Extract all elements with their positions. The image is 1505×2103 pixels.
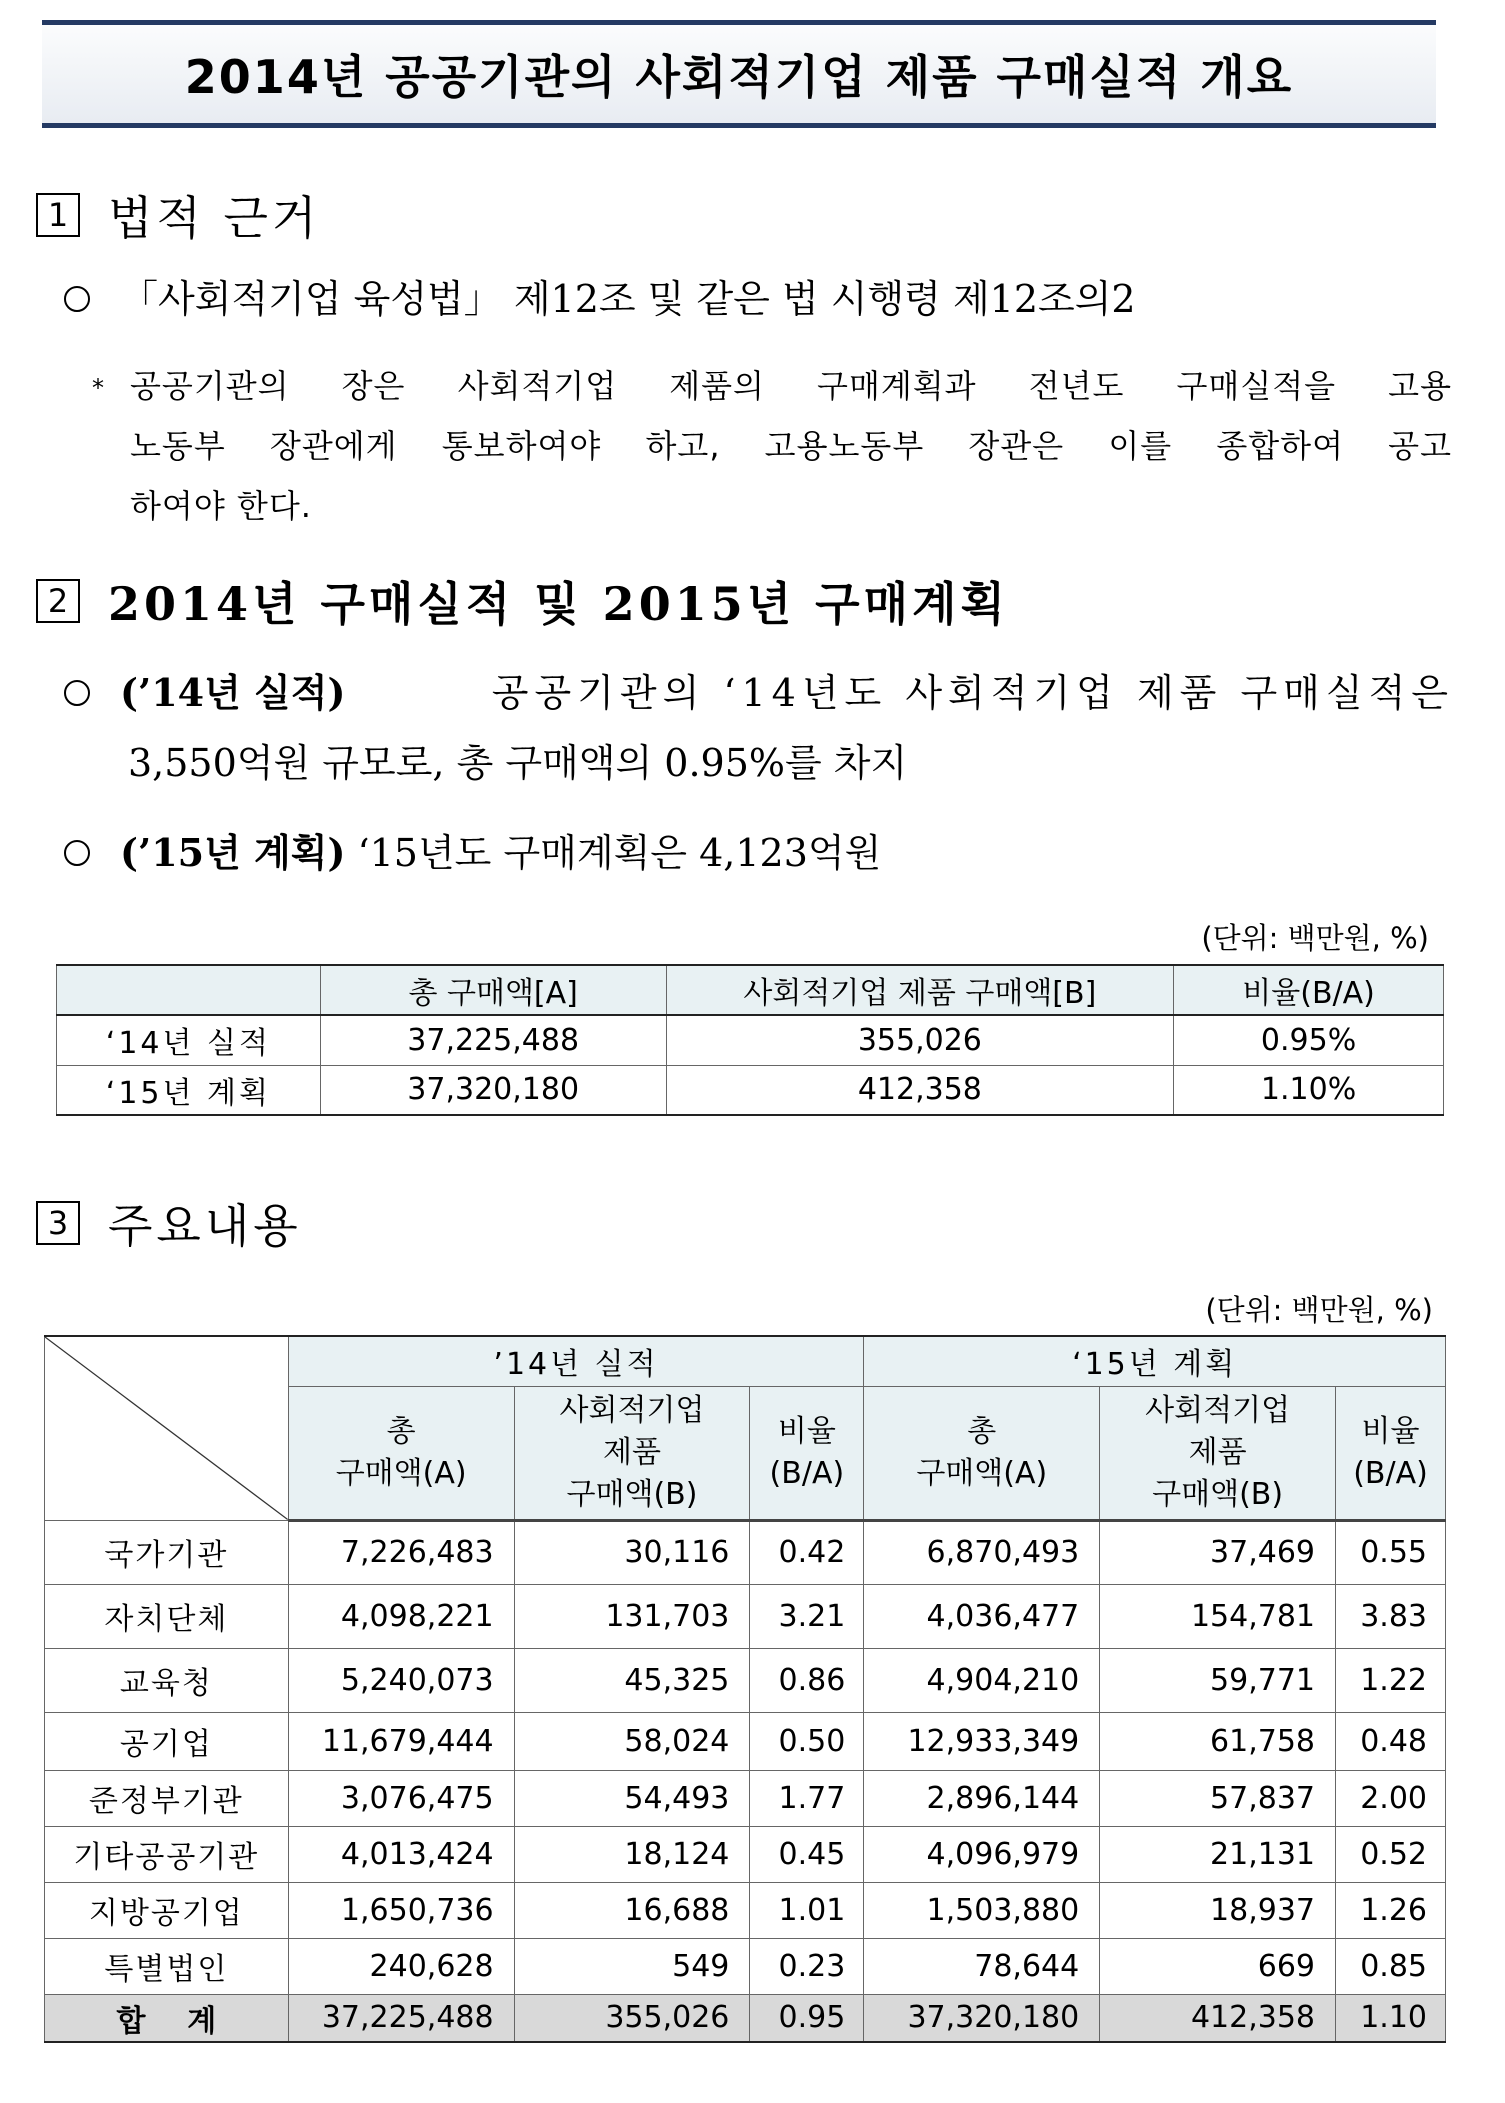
summary-header-social: 사회적기업 제품 구매액[B] <box>666 965 1174 1015</box>
plan-2015-text: ‘15년도 구매계획은 4,123억원 <box>357 831 882 875</box>
row-label: ‘14년 실적 <box>57 1015 321 1065</box>
section-2-bullet-1-cont: 3,550억원 규모로, 총 구매액의 0.95%를 차지 <box>128 741 908 785</box>
table-row <box>45 1584 1446 1648</box>
total-row <box>45 1994 1446 2042</box>
cell-social-2015: 61,758 <box>1100 1712 1336 1770</box>
section-1-number: 1 <box>36 193 80 237</box>
row-label: 기타공공기관 <box>45 1826 289 1882</box>
cell-social-2015: 669 <box>1100 1938 1336 1994</box>
section-1-heading <box>36 182 320 248</box>
header-total-2015: 총 구매액(A) <box>864 1386 1100 1520</box>
cell-social-2014: 131,703 <box>514 1584 750 1648</box>
cell-social-2015: 59,771 <box>1100 1648 1336 1712</box>
section-2-heading <box>36 568 1009 634</box>
total-cell-ratio-2015: 1.10 <box>1336 1994 1446 2042</box>
cell-ratio-2014: 1.01 <box>750 1882 864 1938</box>
cell-ratio-2014: 0.23 <box>750 1938 864 1994</box>
bullet-circle-icon <box>64 286 90 312</box>
cell-total-2015: 4,036,477 <box>864 1584 1100 1648</box>
row-label: 자치단체 <box>45 1584 289 1648</box>
table-row <box>57 1015 1444 1065</box>
legal-note <box>92 356 1452 536</box>
table-row <box>45 1648 1446 1712</box>
header-ratio-2014: 비율 (B/A) <box>750 1386 864 1520</box>
summary-header-blank <box>57 965 321 1015</box>
cell-social-2015: 18,937 <box>1100 1882 1336 1938</box>
table-2-unit: (단위: 백만원, %) <box>1205 1293 1433 1327</box>
table-row <box>45 1520 1446 1584</box>
row-label: ‘15년 계획 <box>57 1065 321 1115</box>
total-cell-total-2014: 37,225,488 <box>288 1994 514 2042</box>
cell-total-2015: 4,904,210 <box>864 1648 1100 1712</box>
cell-total-2015: 78,644 <box>864 1938 1100 1994</box>
header-total-2014: 총 구매액(A) <box>288 1386 514 1520</box>
row-label: 공기업 <box>45 1712 289 1770</box>
cell-social-2014: 30,116 <box>514 1520 750 1584</box>
detail-table-body <box>45 1520 1446 2042</box>
cell-social-2014: 45,325 <box>514 1648 750 1712</box>
cell-total-2015: 4,096,979 <box>864 1826 1100 1882</box>
section-3-number: 3 <box>36 1201 80 1245</box>
cell-social-2014: 58,024 <box>514 1712 750 1770</box>
cell-social-2015: 21,131 <box>1100 1826 1336 1882</box>
row-label: 국가기관 <box>45 1520 289 1584</box>
cell-ratio-2015: 1.22 <box>1336 1648 1446 1712</box>
note-asterisk: * <box>92 374 104 402</box>
table-row <box>57 1065 1444 1115</box>
header-social-2015: 사회적기업 제품 구매액(B) <box>1100 1386 1336 1520</box>
table-row <box>45 1882 1446 1938</box>
row-label: 지방공기업 <box>45 1882 289 1938</box>
cell-social: 412,358 <box>666 1065 1174 1115</box>
plan-2015-label: (’15년 계획) <box>120 830 346 875</box>
section-2-bullet-2 <box>64 822 881 877</box>
cell-ratio-2015: 2.00 <box>1336 1770 1446 1826</box>
detail-table-group-row <box>45 1336 1446 1386</box>
cell-social-2014: 16,688 <box>514 1882 750 1938</box>
cell-ratio-2014: 1.77 <box>750 1770 864 1826</box>
cell-ratio: 0.95% <box>1174 1015 1444 1065</box>
summary-header-total: 총 구매액[A] <box>320 965 666 1015</box>
table-row <box>45 1826 1446 1882</box>
summary-header-ratio: 비율(B/A) <box>1174 965 1444 1015</box>
section-3-heading <box>36 1190 302 1256</box>
cell-total-2014: 3,076,475 <box>288 1770 514 1826</box>
cell-social-2015: 57,837 <box>1100 1770 1336 1826</box>
cell-total-2015: 6,870,493 <box>864 1520 1100 1584</box>
table-1-unit: (단위: 백만원, %) <box>1201 921 1429 955</box>
cell-ratio-2014: 0.50 <box>750 1712 864 1770</box>
actual-2014-text: 공공기관의 ‘14년도 사회적기업 제품 구매실적은 <box>491 671 1454 715</box>
bullet-circle-icon <box>64 840 90 866</box>
bullet-circle-icon <box>64 680 90 706</box>
row-label: 교육청 <box>45 1648 289 1712</box>
document-title-box <box>42 20 1436 128</box>
cell-total-2014: 5,240,073 <box>288 1648 514 1712</box>
header-social-2014: 사회적기업 제품 구매액(B) <box>514 1386 750 1520</box>
cell-social-2015: 154,781 <box>1100 1584 1336 1648</box>
total-cell-social-2015: 412,358 <box>1100 1994 1336 2042</box>
note-line-3: 하여야 한다. <box>130 487 312 525</box>
actual-2014-label: (’14년 실적) <box>120 670 346 715</box>
document-title: 2014년 공공기관의 사회적기업 제품 구매실적 개요 <box>184 50 1294 104</box>
note-line-2: 노동부 장관에게 통보하여야 하고, 고용노동부 장관은 이를 종합하여 공고 <box>130 427 1452 465</box>
header-ratio-2015: 비율 (B/A) <box>1336 1386 1446 1520</box>
cell-total: 37,320,180 <box>320 1065 666 1115</box>
total-label: 합 계 <box>45 1994 289 2042</box>
cell-ratio-2015: 3.83 <box>1336 1584 1446 1648</box>
cell-ratio-2014: 3.21 <box>750 1584 864 1648</box>
section-1-bullet <box>64 268 1136 323</box>
cell-ratio-2015: 0.48 <box>1336 1712 1446 1770</box>
table-row <box>45 1712 1446 1770</box>
cell-total-2014: 7,226,483 <box>288 1520 514 1584</box>
cell-ratio-2015: 0.85 <box>1336 1938 1446 1994</box>
section-2-number: 2 <box>36 579 80 623</box>
summary-table-header-row <box>57 965 1444 1015</box>
summary-table <box>56 964 1444 1116</box>
section-2-bullet-1 <box>64 662 1454 717</box>
detail-table <box>44 1335 1446 2043</box>
diagonal-line-icon <box>45 1337 288 1520</box>
cell-social: 355,026 <box>666 1015 1174 1065</box>
cell-ratio-2015: 0.52 <box>1336 1826 1446 1882</box>
group-header-2014: ’14년 실적 <box>288 1336 864 1386</box>
diagonal-corner-cell <box>45 1336 289 1520</box>
total-cell-total-2015: 37,320,180 <box>864 1994 1100 2042</box>
table-row <box>45 1938 1446 1994</box>
group-header-2015: ‘15년 계획 <box>864 1336 1446 1386</box>
cell-total-2014: 11,679,444 <box>288 1712 514 1770</box>
cell-total-2014: 4,013,424 <box>288 1826 514 1882</box>
cell-total-2014: 240,628 <box>288 1938 514 1994</box>
cell-total: 37,225,488 <box>320 1015 666 1065</box>
section-2-title: 2014년 구매실적 및 2015년 구매계획 <box>108 577 1009 631</box>
row-label: 준정부기관 <box>45 1770 289 1826</box>
cell-ratio-2014: 0.42 <box>750 1520 864 1584</box>
cell-ratio-2015: 0.55 <box>1336 1520 1446 1584</box>
cell-total-2015: 2,896,144 <box>864 1770 1100 1826</box>
cell-total-2014: 4,098,221 <box>288 1584 514 1648</box>
table-row <box>45 1770 1446 1826</box>
cell-ratio-2015: 1.26 <box>1336 1882 1446 1938</box>
cell-total-2014: 1,650,736 <box>288 1882 514 1938</box>
note-line-1: 공공기관의 장은 사회적기업 제품의 구매계획과 전년도 구매실적을 고용 <box>130 367 1452 405</box>
section-3-title: 주요내용 <box>108 1199 302 1253</box>
cell-ratio-2014: 0.86 <box>750 1648 864 1712</box>
total-cell-ratio-2014: 0.95 <box>750 1994 864 2042</box>
cell-ratio: 1.10% <box>1174 1065 1444 1115</box>
cell-social-2015: 37,469 <box>1100 1520 1336 1584</box>
total-cell-social-2014: 355,026 <box>514 1994 750 2042</box>
cell-social-2014: 54,493 <box>514 1770 750 1826</box>
cell-total-2015: 12,933,349 <box>864 1712 1100 1770</box>
cell-total-2015: 1,503,880 <box>864 1882 1100 1938</box>
cell-social-2014: 18,124 <box>514 1826 750 1882</box>
cell-social-2014: 549 <box>514 1938 750 1994</box>
cell-ratio-2014: 0.45 <box>750 1826 864 1882</box>
legal-basis-text: 「사회적기업 육성법」 제12조 및 같은 법 시행령 제12조의2 <box>120 277 1136 321</box>
section-1-title: 법적 근거 <box>108 191 321 245</box>
row-label: 특별법인 <box>45 1938 289 1994</box>
